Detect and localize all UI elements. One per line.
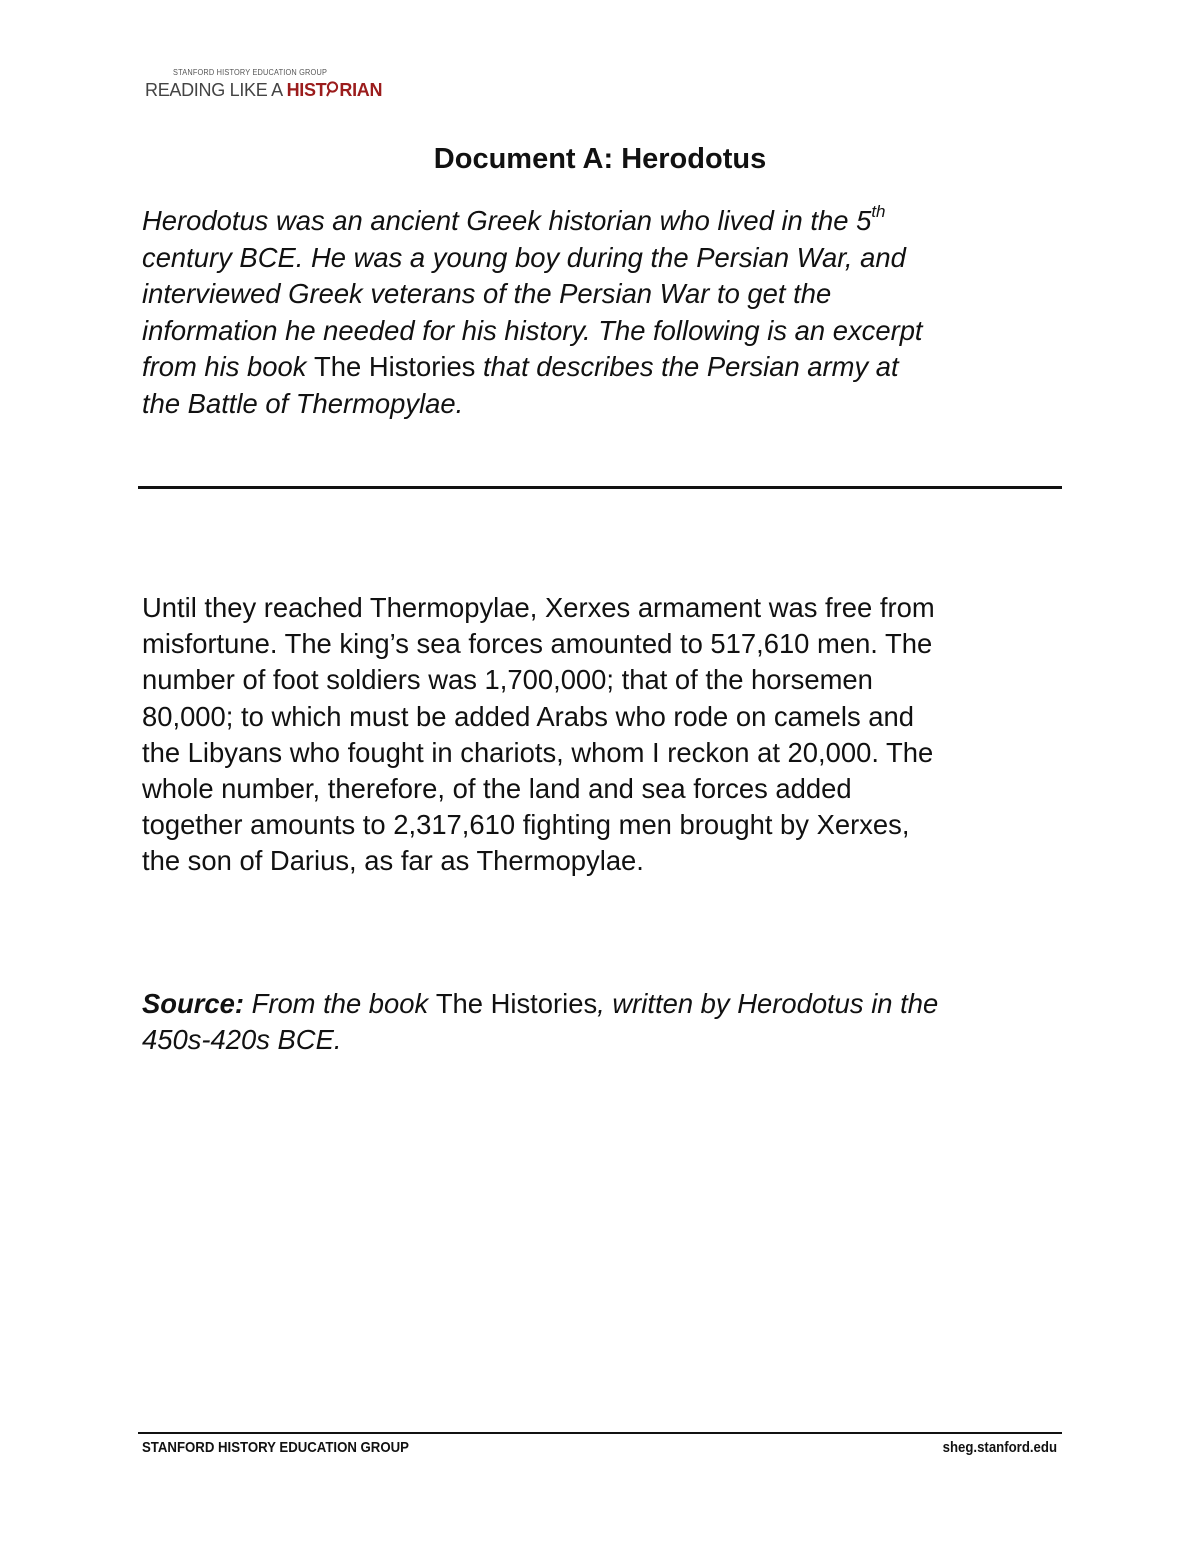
reading-like-a-historian-logo (145, 68, 383, 108)
source-text-1: From the book (243, 988, 436, 1019)
footer-organization: STANFORD HISTORY EDUCATION GROUP (142, 1439, 409, 1456)
section-divider (138, 486, 1062, 489)
magnifying-glass-icon (326, 81, 339, 95)
logo-wordmark-red-a: HIST (286, 80, 327, 100)
intro-book-title: The Histories (314, 351, 476, 383)
footer-divider (138, 1432, 1062, 1434)
source-book-title: The Histories (435, 988, 598, 1019)
source-label: Source: (142, 988, 244, 1019)
document-intro (142, 203, 1072, 423)
intro-text-3: that describes the Persian army at the Battle of Thermopylae. (142, 351, 899, 419)
source-text-2: , written by Herodotus in the 450s-420s BCE. (142, 988, 939, 1056)
document-excerpt: Until they reached Thermopylae, Xerxes armament was free from misfortune. The king’s sea forces amounted to 517,610 men. The number of foot soldiers was 1,700,000; that of the horsemen 80,000; to which must be added Arabs who rode on camels and the Libyans who fought in chariots, whom I reckon at 20,000. The whole number, therefore, of the land and sea forces added together amounts to 2,317,610 fighting men brought by Xerxes, the son of Darius, as far as Thermopylae. (142, 592, 935, 877)
document-title: Document A: Herodotus (433, 143, 767, 175)
footer-website: sheg.stanford.edu (942, 1439, 1057, 1456)
document-source (142, 986, 1072, 1058)
intro-superscript: th (871, 202, 886, 221)
intro-text-2: century BCE. He was a young boy during the Persian War, and interviewed Greek veterans of the Persian War to get the information he needed for his history. The following is an excerpt from his book (142, 241, 923, 383)
intro-text-1: Herodotus was an ancient Greek historian who lived in the 5 (142, 205, 872, 236)
logo-wordmark-plain: READING LIKE A (145, 80, 287, 100)
logo-wordmark-red-b: RIAN (339, 80, 383, 100)
logo-wordmark (145, 80, 382, 101)
logo-tagline: STANFORD HISTORY EDUCATION GROUP (173, 68, 328, 77)
